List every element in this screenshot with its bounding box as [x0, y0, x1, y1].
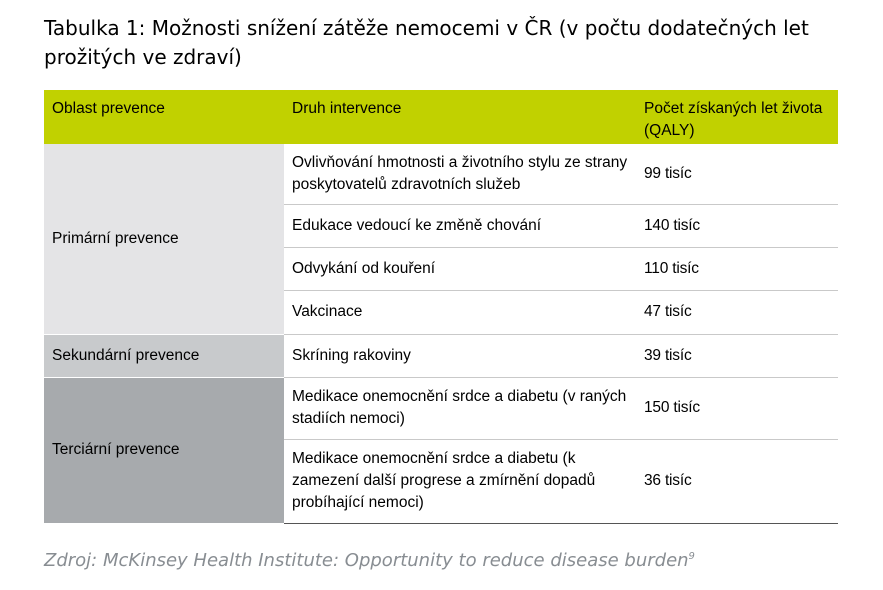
intervention-cell: Edukace vedoucí ke změně chování: [284, 204, 636, 247]
source-note: [44, 550, 695, 571]
table-row: [44, 334, 838, 377]
value-cell: 99 tisíc: [636, 144, 838, 204]
value-cell: 36 tisíc: [636, 439, 838, 523]
area-tertiary: Terciární prevence: [44, 377, 284, 523]
value-cell: 150 tisíc: [636, 377, 838, 439]
intervention-cell: Medikace onemocnění srdce a diabetu (v raných stadiích nemoci): [284, 377, 636, 439]
header-intervention: Druh intervence: [284, 90, 636, 144]
value-cell: 140 tisíc: [636, 204, 838, 247]
table-row: [44, 377, 838, 439]
value-cell: 39 tisíc: [636, 334, 838, 377]
header-area: Oblast prevence: [44, 90, 284, 144]
header-row: [44, 90, 838, 144]
table-title: Tabulka 1: Možnosti snížení zátěže nemocemi v ČR (v počtu dodatečných let prožitých ve zdraví): [44, 16, 809, 69]
table-row: [44, 144, 838, 204]
intervention-cell: Odvykání od kouření: [284, 247, 636, 290]
intervention-cell: Vakcinace: [284, 290, 636, 334]
source-text: Zdroj: McKinsey Health Institute: Opportunity to reduce disease burden: [44, 550, 689, 571]
value-cell: 47 tisíc: [636, 290, 838, 334]
area-primary: Primární prevence: [44, 144, 284, 334]
intervention-cell: Ovlivňování hmotnosti a životního stylu ze strany poskytovatelů zdravotních služeb: [284, 144, 636, 204]
header-value: Počet získaných let života (QALY): [636, 90, 838, 144]
intervention-cell: Skríning rakoviny: [284, 334, 636, 377]
intervention-cell: Medikace onemocnění srdce a diabetu (k zamezení další progrese a zmírnění dopadů probíhající nemoci): [284, 439, 636, 523]
area-secondary: Sekundární prevence: [44, 334, 284, 377]
prevention-table: [44, 90, 838, 524]
value-cell: 110 tisíc: [636, 247, 838, 290]
footnote-marker: 9: [688, 551, 695, 562]
